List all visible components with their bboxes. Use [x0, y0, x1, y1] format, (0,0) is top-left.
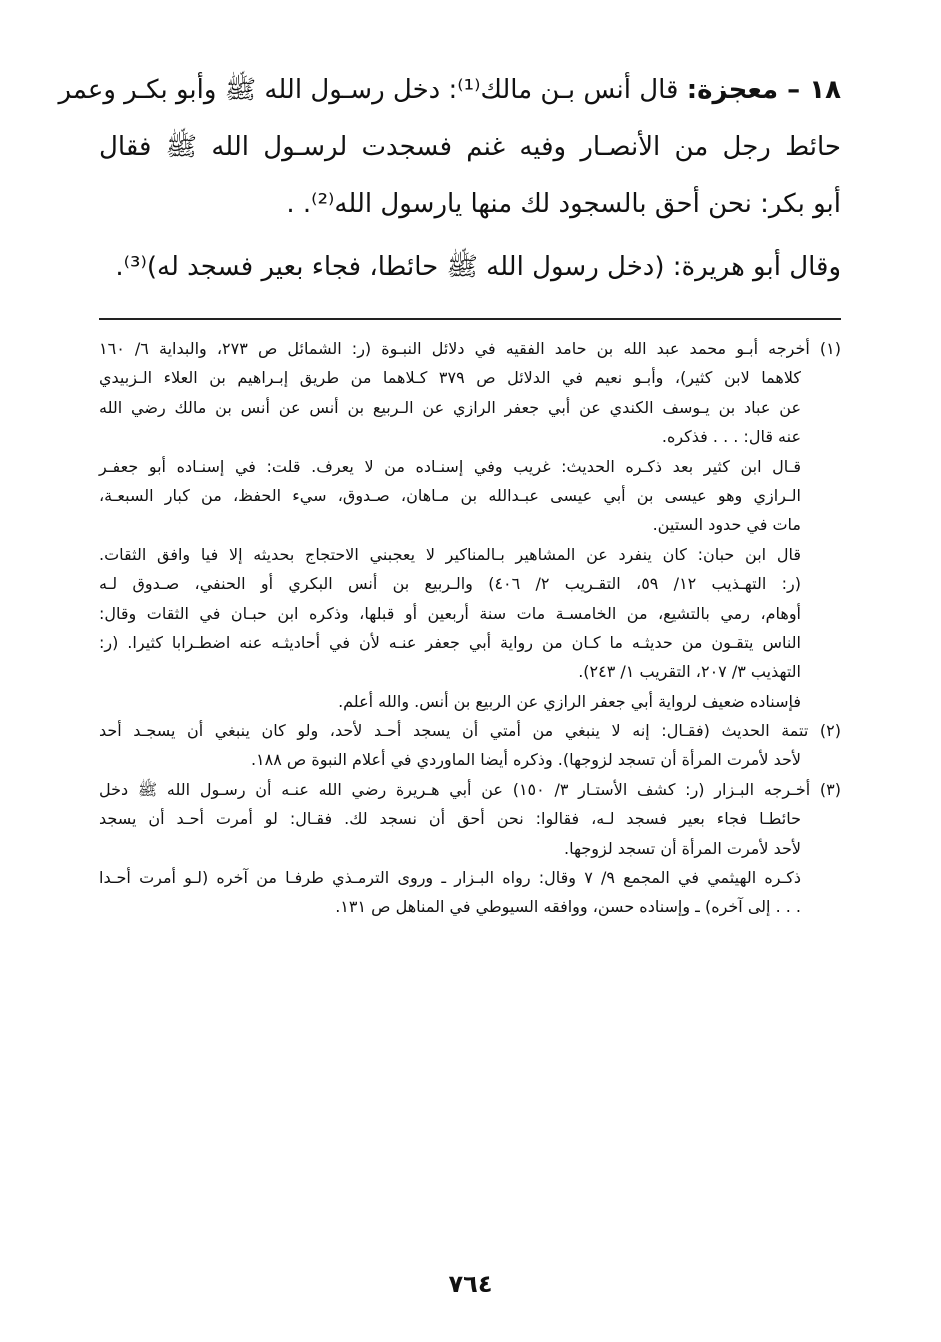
footnote-line: عنه قال: . . . فذكره. [661, 427, 801, 447]
main-line-1-text: قال أنس بـن مالك⁽¹⁾: دخل رسـول الله ﷺ وأبو بكـر وعمر [58, 75, 679, 105]
footnote-line: أوهام، رمي بالتشيع، من الخامسـة مات سنة أربعين أو قبلها، وذكره ابن حبـان في الثقات وقال: [99, 603, 801, 623]
footnote-line: (ر: التهـذيب ١٢/ ٥٩، التقـريب ٢/ ٤٠٦) والـربيع بن أنس البكري أو الحنفي، صـدوق لـه [99, 574, 801, 594]
footnote-line: لأحد لأمرت المرأة أن تسجد لزوجها. [564, 838, 801, 858]
footnote-line: ذكـره الهيثمي في المجمع ٩/ ٧ وقال: رواه البـزار ـ وروى الترمـذي طرفـا من آخره (لـو أمرت أحـدا [99, 868, 801, 888]
footnote-line: لأحد لأمرت المرأة أن تسجد لزوجها). وذكره أيضا الماوردي في أعلام النبوة ص ١٨٨. [250, 750, 801, 770]
footnote-line: التهذيب ٣/ ٢٠٧، التقريب ١/ ٢٤٣). [578, 662, 801, 682]
footnote-line: الناس يتقـون من حديثـه ما كـان من رواية أبي جعفر عنـه لأن في أحاديثـه عنه اضطـرابا كثيرا. (ر: [99, 632, 801, 652]
footnote-line: (٢) تتمة الحديث (فقـال: إنه لا ينبغي من أمتي أن يسجد أحـد لأحد، ولو كان ينبغي أن يسجـد أحد [99, 721, 841, 741]
main-line-3: أبو بكر: نحن أحق بالسجود لك منها يارسول الله⁽²⁾. . [286, 189, 841, 219]
footnote-line: فإسناده ضعيف لرواية أبي جعفر الرازي عن الربيع بن أنس. والله أعلم. [338, 691, 801, 711]
footnote-line: (٣) أخـرجه البـزار (ر: كشف الأستـار ٣/ ١٥٠) عن أبي هـريرة رضي الله عنـه أن رسـول الله ﷺ دخل [99, 779, 841, 799]
main-text [58, 62, 841, 296]
main-line-4: وقال أبو هريرة: (دخل رسول الله ﷺ حائطا، فجاء بعير فسجد له)⁽³⁾. [115, 252, 841, 282]
footnote-line: حائطـا فجاء بعير فسجد لـه، فقالوا: نحن أحق أن نسجد لك. فقـال: لو أمرت أحـد أن يسجد [99, 809, 801, 829]
footnote-line: مات في حدود الستين. [652, 515, 801, 535]
footnote-divider [99, 318, 841, 320]
footnote-line: الـرازي وهو عيسى بن أبي عيسى عبـدالله بن مـاهان، صـدوق، سيء الحفظ، من كبار السبعـة، [99, 485, 801, 505]
footnotes [99, 334, 841, 922]
main-line-2: حائط رجل من الأنصـار وفيه غنم فسجدت لرسـول الله ﷺ فقال [99, 132, 841, 162]
footnote-line: قـال ابن كثير بعد ذكـره الحديث: غريب وفي إسنـاده من لا يعرف. قلت: في إسنـاده أبو جعفـر [99, 456, 801, 476]
footnote-line: (١) أخرجه أبـو محمد عبد الله بن حامد الفقيه في دلائل النبـوة (ر: الشمائل ص ٢٧٣، والبداية ٦/ ١٦٠ [99, 339, 842, 358]
footnote-line: . . . إلى آخره) ـ وإسناده حسن، ووافقه السيوطي في المناهل ص ١٣١. [335, 897, 801, 917]
miracle-heading: ١٨ – معجزة: [686, 75, 841, 105]
page-number: ٧٦٤ [448, 1270, 493, 1298]
footnote-line: عن عباد بن يـوسف الكندي عن أبي جعفر الرازي عن الـربيع بن أنس عن أنس بن مالك رضي الله [99, 397, 801, 417]
footnote-line: كلاهما لابن كثير)، وأبـو نعيم في الدلائل ص ٣٧٩ كـلاهما من طريق إبـراهيم بن العلاء الـزبيدي [99, 368, 801, 388]
footnote-line: قال ابن حبان: كان ينفرد عن المشاهير بـالمناكير لا يعجبني الاحتجاج بحديثه إلا فيا وافق الثقات. [99, 544, 801, 564]
main-line-1 [58, 62, 841, 119]
